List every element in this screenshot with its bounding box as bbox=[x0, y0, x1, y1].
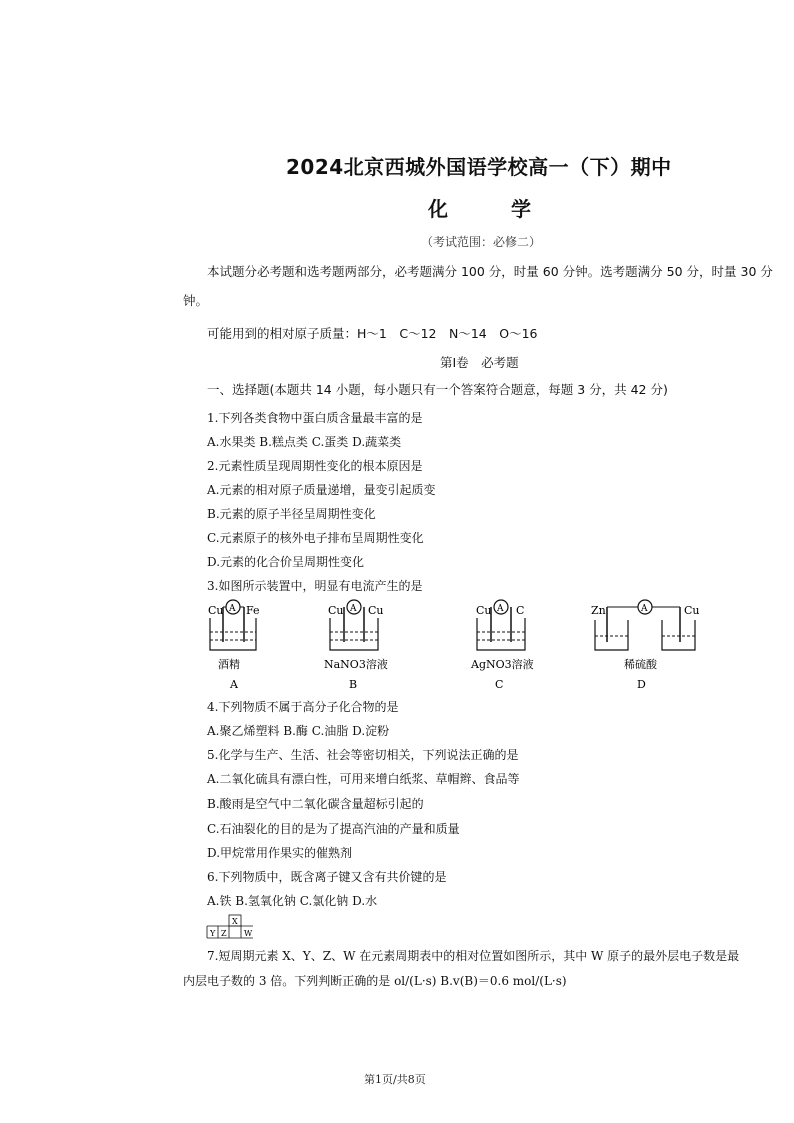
apparatus-d-solution: 稀硫酸 bbox=[624, 658, 657, 671]
question-4: 4.下列物质不属于高分子化合物的是 bbox=[207, 700, 399, 714]
apparatus-b-label: B bbox=[349, 678, 358, 691]
apparatus-d-label: D bbox=[637, 678, 646, 691]
question-5-option-d: D.甲烷常用作果实的催熟剂 bbox=[207, 846, 353, 860]
apparatus-d-right-electrode: Cu bbox=[684, 604, 700, 617]
apparatus-c-meter: A bbox=[497, 604, 504, 614]
apparatus-b-right-electrode: Cu bbox=[368, 604, 384, 617]
question-6-options: A.铁 B.氢氧化钠 C.氯化钠 D.水 bbox=[207, 894, 378, 908]
apparatus-b-solution: NaNO3溶液 bbox=[324, 658, 388, 671]
question-7-line-2: 内层电子数的 3 倍。下列判断正确的是 ol/(L·s) B.v(B)＝0.6 mol/(L·s) bbox=[183, 974, 567, 988]
question-5-option-b: B.酸雨是空气中二氧化碳含量超标引起的 bbox=[207, 797, 424, 811]
apparatus-d-meter: A bbox=[641, 604, 648, 614]
page-title: 2024北京西城外国语学校高一（下）期中 bbox=[286, 155, 672, 179]
question-2-option-d: D.元素的化合价呈周期性变化 bbox=[207, 555, 365, 569]
apparatus-a-meter: A bbox=[229, 604, 236, 614]
periodic-table-fragment bbox=[206, 914, 256, 940]
element-y: Y bbox=[210, 929, 216, 938]
question-1: 1.下列各类食物中蛋白质含量最丰富的是 bbox=[207, 411, 423, 425]
page-footer: 第1页/共8页 bbox=[364, 1073, 426, 1086]
question-6: 6.下列物质中，既含离子键又含有共价键的是 bbox=[207, 870, 447, 884]
apparatus-b-left-electrode: Cu bbox=[328, 604, 344, 617]
question-2: 2.元素性质呈现周期性变化的根本原因是 bbox=[207, 459, 423, 473]
question-5-option-c: C.石油裂化的目的是为了提高汽油的产量和质量 bbox=[207, 822, 460, 836]
question-2-option-c: C.元素原子的核外电子排布呈周期性变化 bbox=[207, 531, 424, 545]
question-1-options: A.水果类 B.糕点类 C.蛋类 D.蔬菜类 bbox=[207, 435, 402, 449]
apparatus-c-right-electrode: C bbox=[516, 604, 525, 617]
intro-line-2: 钟。 bbox=[183, 293, 209, 308]
question-5: 5.化学与生产、生活、社会等密切相关，下列说法正确的是 bbox=[207, 748, 519, 762]
apparatus-a-solution: 酒精 bbox=[218, 658, 240, 671]
apparatus-c-solution: AgNO3溶液 bbox=[471, 658, 534, 671]
question-4-options: A.聚乙烯塑料 B.酶 C.油脂 D.淀粉 bbox=[207, 724, 390, 738]
apparatus-a bbox=[208, 600, 260, 691]
intro-line-1: 本试题分必考题和选考题两部分，必考题满分 100 分，时量 60 分钟。选考题满分 50 分，时量 30 分 bbox=[207, 264, 773, 279]
element-x: X bbox=[232, 917, 238, 926]
question-5-option-a: A.二氧化硫具有漂白性，可用来增白纸浆、草帽辫、食品等 bbox=[207, 772, 520, 786]
question-3: 3.如图所示装置中，明显有电流产生的是 bbox=[207, 579, 423, 593]
apparatus-b bbox=[324, 600, 388, 691]
apparatus-d bbox=[591, 600, 700, 691]
subject-title: 化 学 bbox=[428, 197, 559, 221]
apparatus-c-left-electrode: Cu bbox=[476, 604, 492, 617]
element-w: W bbox=[244, 929, 253, 938]
atomic-mass-line: 可能用到的相对原子质量：H～1 C～12 N～14 O～16 bbox=[207, 326, 538, 341]
volume-heading: 第Ⅰ卷 必考题 bbox=[440, 355, 519, 370]
question-2-option-a: A.元素的相对原子质量递增，量变引起质变 bbox=[207, 483, 436, 497]
element-z: Z bbox=[221, 929, 227, 938]
apparatus-c bbox=[470, 600, 534, 691]
exam-range: （考试范围：必修二） bbox=[421, 235, 542, 249]
apparatus-d-left-electrode: Zn bbox=[591, 604, 606, 617]
question-2-option-b: B.元素的原子半径呈周期性变化 bbox=[207, 507, 376, 521]
electrochemistry-apparatus-figure bbox=[200, 596, 720, 696]
part-heading: 一、选择题(本题共 14 小题，每小题只有一个答案符合题意，每题 3 分，共 42 分) bbox=[207, 382, 668, 397]
apparatus-c-label: C bbox=[495, 678, 504, 691]
apparatus-a-left-electrode: Cu bbox=[208, 604, 224, 617]
question-7-line-1: 7.短周期元素 X、Y、Z、W 在元素周期表中的相对位置如图所示，其中 W 原子的最外层电子数是最 bbox=[207, 949, 740, 963]
apparatus-a-right-electrode: Fe bbox=[246, 604, 260, 617]
apparatus-a-label: A bbox=[230, 678, 238, 691]
apparatus-b-meter: A bbox=[350, 604, 357, 614]
